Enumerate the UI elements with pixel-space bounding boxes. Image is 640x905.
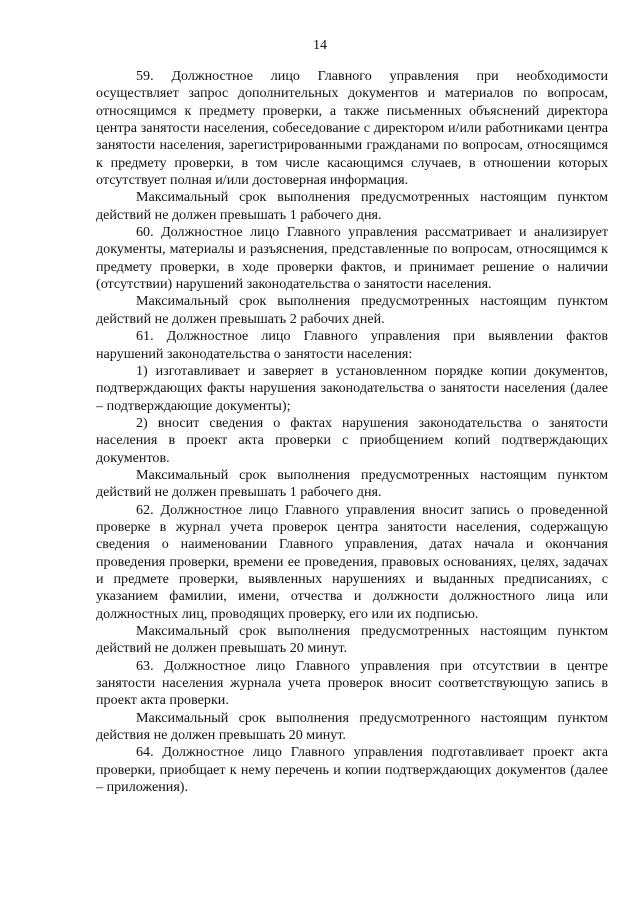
paragraph-61: 61. Должностное лицо Главного управления при выявлении фактов нарушений законодательства о занятости населения:	[96, 328, 608, 362]
paragraph-64: 64. Должностное лицо Главного управления подготавливает проект акта проверки, приобщает к нему перечень и копии подтверждающих документов (далее – приложения).	[96, 744, 608, 796]
paragraph-61-item-1: 1) изготавливает и заверяет в установленном порядке копии документов, подтверждающих факты нарушения законодательства о занятости населения (далее – подтверждающие документы);	[96, 362, 608, 414]
paragraph-61-deadline: Максимальный срок выполнения предусмотренных настоящим пунктом действий не должен превышать 1 рабочего дня.	[96, 466, 608, 501]
paragraph-59: 59. Должностное лицо Главного управления при необходимости осуществляет запрос дополнительных документов и материалов по вопросам, относящимся к предмету проверки, а также письменных объяснений директора центра занятости населения, собеседование с директором и/или работниками центра занятости населения, зарегистрированными гражданами по вопросам, относящимся к предмету проверки, в том числе касающимся случаев, в отношении которых отсутствует полная и/или достоверная информация.	[96, 68, 608, 189]
paragraph-63: 63. Должностное лицо Главного управления при отсутствии в центре занятости населения журнала учета проверок вносит соответствующую запись в проект акта проверки.	[96, 657, 608, 709]
paragraph-60-deadline: Максимальный срок выполнения предусмотренных настоящим пунктом действий не должен превышать 2 рабочих дней.	[96, 293, 608, 327]
document-body	[96, 68, 608, 796]
paragraph-62-deadline: Максимальный срок выполнения предусмотренных настоящим пунктом действий не должен превышать 20 минут.	[96, 623, 608, 657]
paragraph-60: 60. Должностное лицо Главного управления рассматривает и анализирует документы, материалы и разъяснения, представленные по вопросам, относящимся к предмету проверки, в ходе проверки фактов, и принимает решение о наличии (отсутствии) нарушений законодательства о занятости населения.	[96, 224, 608, 293]
page-number: 14	[313, 38, 327, 53]
paragraph-62: 62. Должностное лицо Главного управления вносит запись о проведенной проверке в журнал учета проверок центра занятости населения, содержащую сведения о наименовании Главного управления, датах начала и окончания проведения проверки, времени ее проведения, правовых основаниях, целях, задачах и предмете проверки, выявленных нарушениях и выданных предписаниях, с указанием фамилии, имени, отчества и должности должностного лица или должностных лиц, проводящих проверку, его или их подписью.	[96, 501, 608, 622]
paragraph-59-deadline: Максимальный срок выполнения предусмотренных настоящим пунктом действий не должен превышать 1 рабочего дня.	[96, 189, 608, 223]
paragraph-61-item-2: 2) вносит сведения о фактах нарушения законодательства о занятости населения в проект акта проверки с приобщением копий подтверждающих документов.	[96, 414, 608, 466]
paragraph-63-deadline: Максимальный срок выполнения предусмотренного настоящим пунктом действия не должен превышать 20 минут.	[96, 709, 608, 744]
